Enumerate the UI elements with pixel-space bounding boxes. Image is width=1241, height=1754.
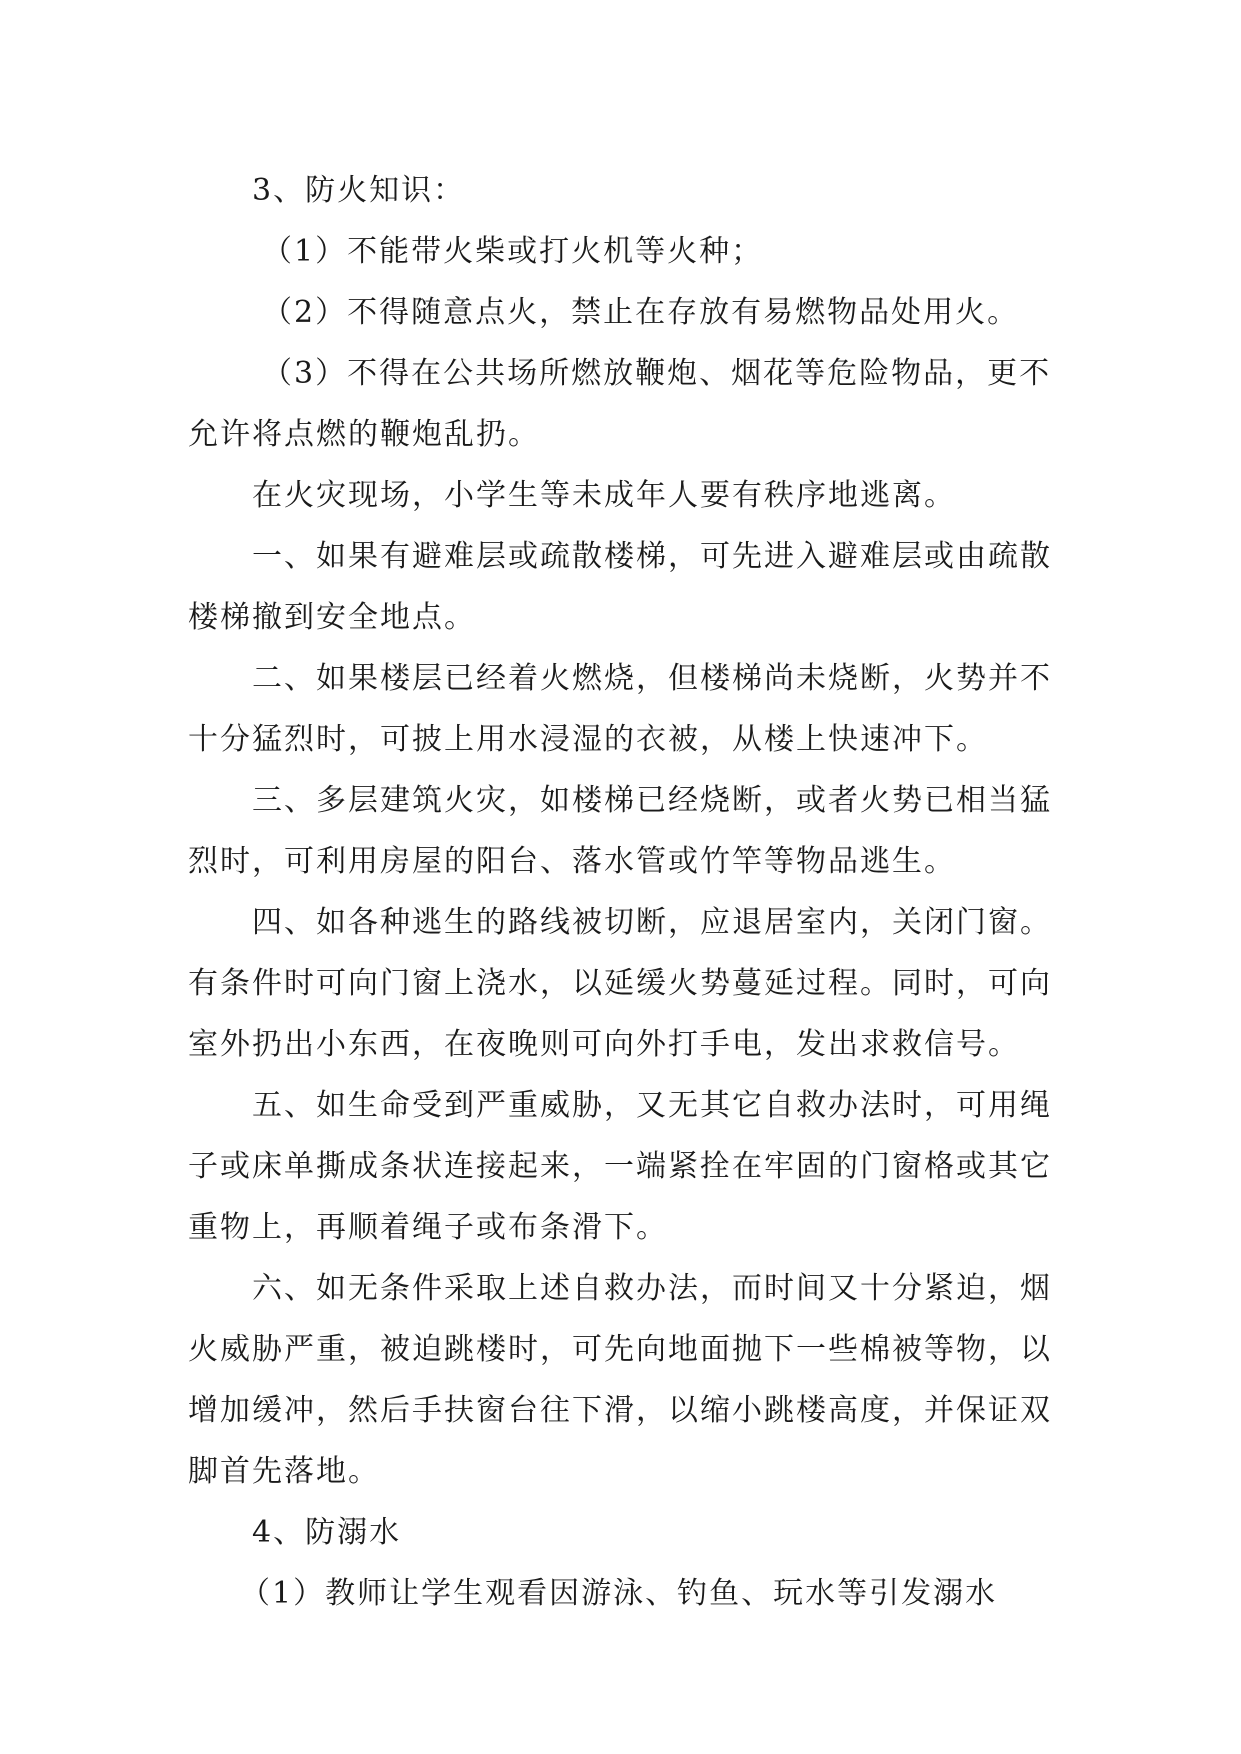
document-body: [188, 160, 1068, 1624]
fire-escape-intro: 在火灾现场，小学生等未成年人要有秩序地逃离。: [252, 478, 956, 513]
fire-rule-2: （2）不得随意点火，禁止在存放有易燃物品处用火。: [262, 295, 1020, 330]
section-heading-fire-knowledge: 3、防火知识：: [252, 173, 466, 208]
fire-rule-1: （1）不能带火柴或打火机等火种；: [262, 234, 764, 269]
drowning-rule-1: （1）教师让学生观看因游泳、钓鱼、玩水等引发溺水: [240, 1576, 998, 1611]
escape-step-4: 四、如各种逃生的路线被切断，应退居室内，关闭门窗。有条件时可向门窗上浇水，以延缓火势蔓延过程。同时，可向室外扔出小东西，在夜晚则可向外打手电，发出求救信号。: [188, 905, 1052, 1062]
escape-step-3: 三、多层建筑火灾，如楼梯已经烧断，或者火势已相当猛烈时，可利用房屋的阳台、落水管或竹竿等物品逃生。: [188, 783, 1052, 879]
escape-step-5: 五、如生命受到严重威胁，又无其它自救办法时，可用绳子或床单撕成条状连接起来，一端紧拴在牢固的门窗格或其它重物上，再顺着绳子或布条滑下。: [188, 1088, 1052, 1245]
section-heading-drowning: 4、防溺水: [252, 1515, 402, 1550]
fire-rule-3: （3）不得在公共场所燃放鞭炮、烟花等危险物品，更不允许将点燃的鞭炮乱扔。: [188, 356, 1052, 452]
escape-step-2: 二、如果楼层已经着火燃烧，但楼梯尚未烧断，火势并不十分猛烈时，可披上用水浸湿的衣被，从楼上快速冲下。: [188, 661, 1052, 757]
escape-step-1: 一、如果有避难层或疏散楼梯，可先进入避难层或由疏散楼梯撤到安全地点。: [188, 539, 1052, 635]
escape-step-6: 六、如无条件采取上述自救办法，而时间又十分紧迫，烟火威胁严重，被迫跳楼时，可先向地面抛下一些棉被等物，以增加缓冲，然后手扶窗台往下滑，以缩小跳楼高度，并保证双脚首先落地。: [188, 1271, 1052, 1489]
